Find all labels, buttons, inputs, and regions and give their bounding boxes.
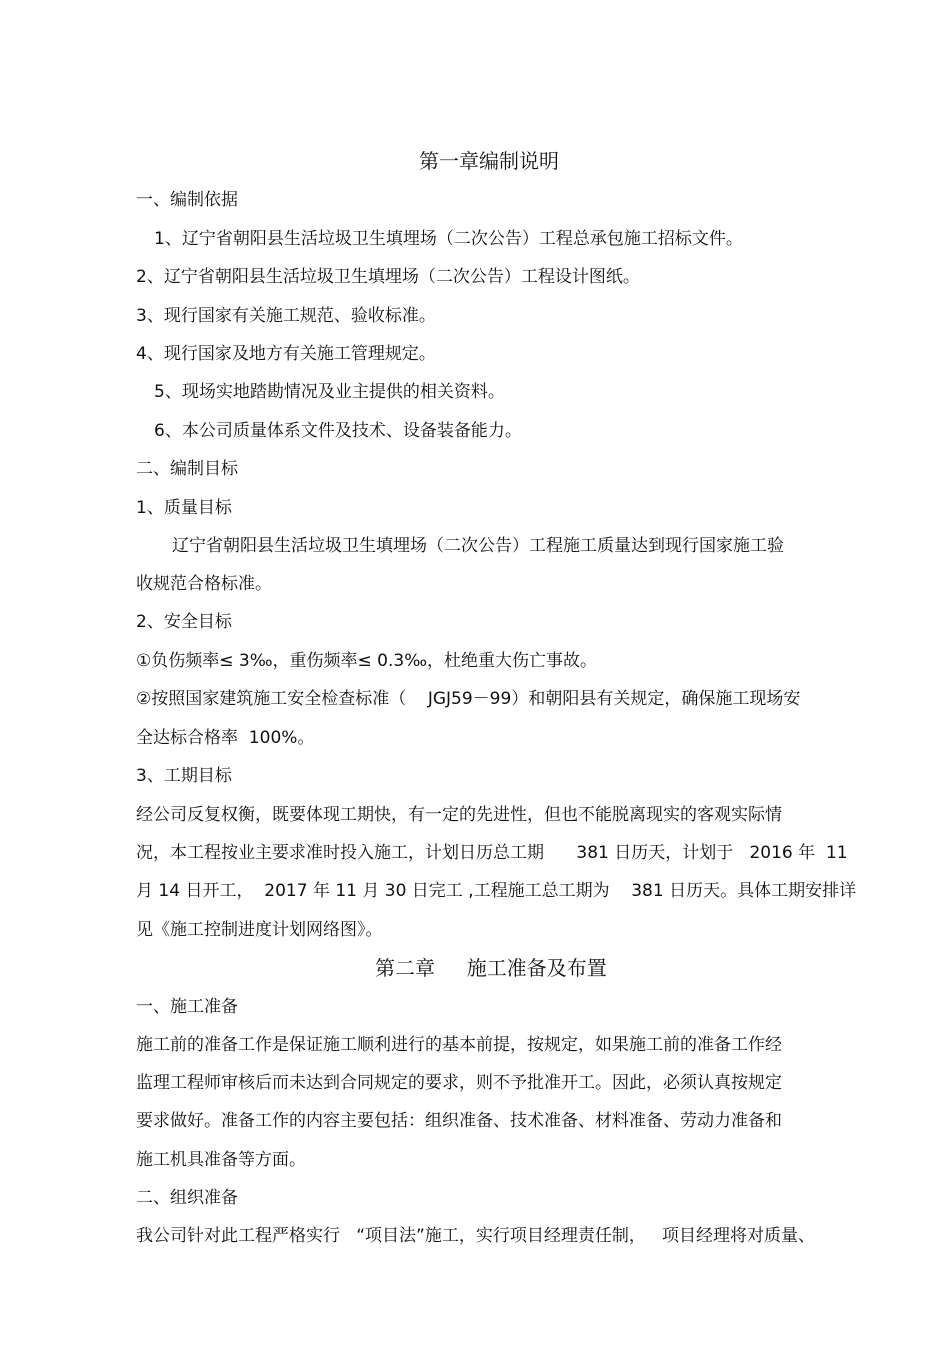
safety-target-line-1: ①负伤频率≤ 3‰，重伤频率≤ 0.3‰，杜绝重大伤亡事故。 bbox=[136, 651, 598, 671]
chapter2-title: 第二章 施工准备及布置 bbox=[375, 956, 607, 980]
schedule-target-line-1: 经公司反复权衡，既要体现工期快，有一定的先进性，但也不能脱离现实的客观实际情 bbox=[136, 805, 782, 825]
safety-target-line-3: 全达标合格率 100%。 bbox=[136, 728, 315, 748]
basis-item-3: 3、现行国家有关施工规范、验收标准。 bbox=[136, 306, 436, 326]
organization-line-1: 我公司针对此工程严格实行 “项目法”施工，实行项目经理责任制， 项目经理将对质量、 bbox=[136, 1226, 816, 1246]
basis-item-1: 1、辽宁省朝阳县生活垃圾卫生填埋场（二次公告）工程总承包施工招标文件。 bbox=[154, 229, 743, 249]
basis-item-6: 6、本公司质量体系文件及技术、设备装备能力。 bbox=[154, 421, 522, 441]
schedule-target-line-2: 况，本工程按业主要求准时投入施工，计划日历总工期 381 日历天，计划于 2016 年 11 bbox=[136, 843, 848, 863]
schedule-target-heading: 3、工期目标 bbox=[136, 766, 232, 786]
basis-item-4: 4、现行国家及地方有关施工管理规定。 bbox=[136, 344, 436, 364]
section-heading-organization: 二、组织准备 bbox=[136, 1188, 238, 1208]
section-heading-basis: 一、编制依据 bbox=[136, 190, 238, 210]
section-heading-targets: 二、编制目标 bbox=[136, 459, 238, 479]
preparation-line-4: 施工机具准备等方面。 bbox=[136, 1150, 306, 1170]
basis-item-2: 2、辽宁省朝阳县生活垃圾卫生填埋场（二次公告）工程设计图纸。 bbox=[136, 267, 640, 287]
preparation-line-3: 要求做好。准备工作的内容主要包括：组织准备、技术准备、材料准备、劳动力准备和 bbox=[136, 1111, 782, 1131]
preparation-line-1: 施工前的准备工作是保证施工顺利进行的基本前提，按规定，如果施工前的准备工作经 bbox=[136, 1035, 782, 1055]
schedule-target-line-3: 月 14 日开工， 2017 年 11 月 30 日完工 ,工程施工总工期为 381 日历天。具体工期安排详 bbox=[136, 881, 857, 901]
quality-target-heading: 1、质量目标 bbox=[136, 498, 232, 518]
preparation-line-2: 监理工程师审核后而未达到合同规定的要求，则不予批准开工。因此，必须认真按规定 bbox=[136, 1073, 782, 1093]
safety-target-heading: 2、安全目标 bbox=[136, 612, 232, 632]
safety-target-line-2: ②按照国家建筑施工安全检查标准（ JGJ59－99）和朝阳县有关规定，确保施工现场安 bbox=[136, 689, 801, 709]
chapter1-title: 第一章编制说明 bbox=[419, 149, 559, 173]
quality-target-line-2: 收规范合格标准。 bbox=[136, 574, 272, 594]
basis-item-5: 5、现场实地踏勘情况及业主提供的相关资料。 bbox=[154, 382, 505, 402]
section-heading-preparation: 一、施工准备 bbox=[136, 997, 238, 1017]
quality-target-line-1: 辽宁省朝阳县生活垃圾卫生填埋场（二次公告）工程施工质量达到现行国家施工验 bbox=[172, 536, 784, 556]
schedule-target-line-4: 见《施工控制进度计划网络图》。 bbox=[136, 920, 383, 940]
